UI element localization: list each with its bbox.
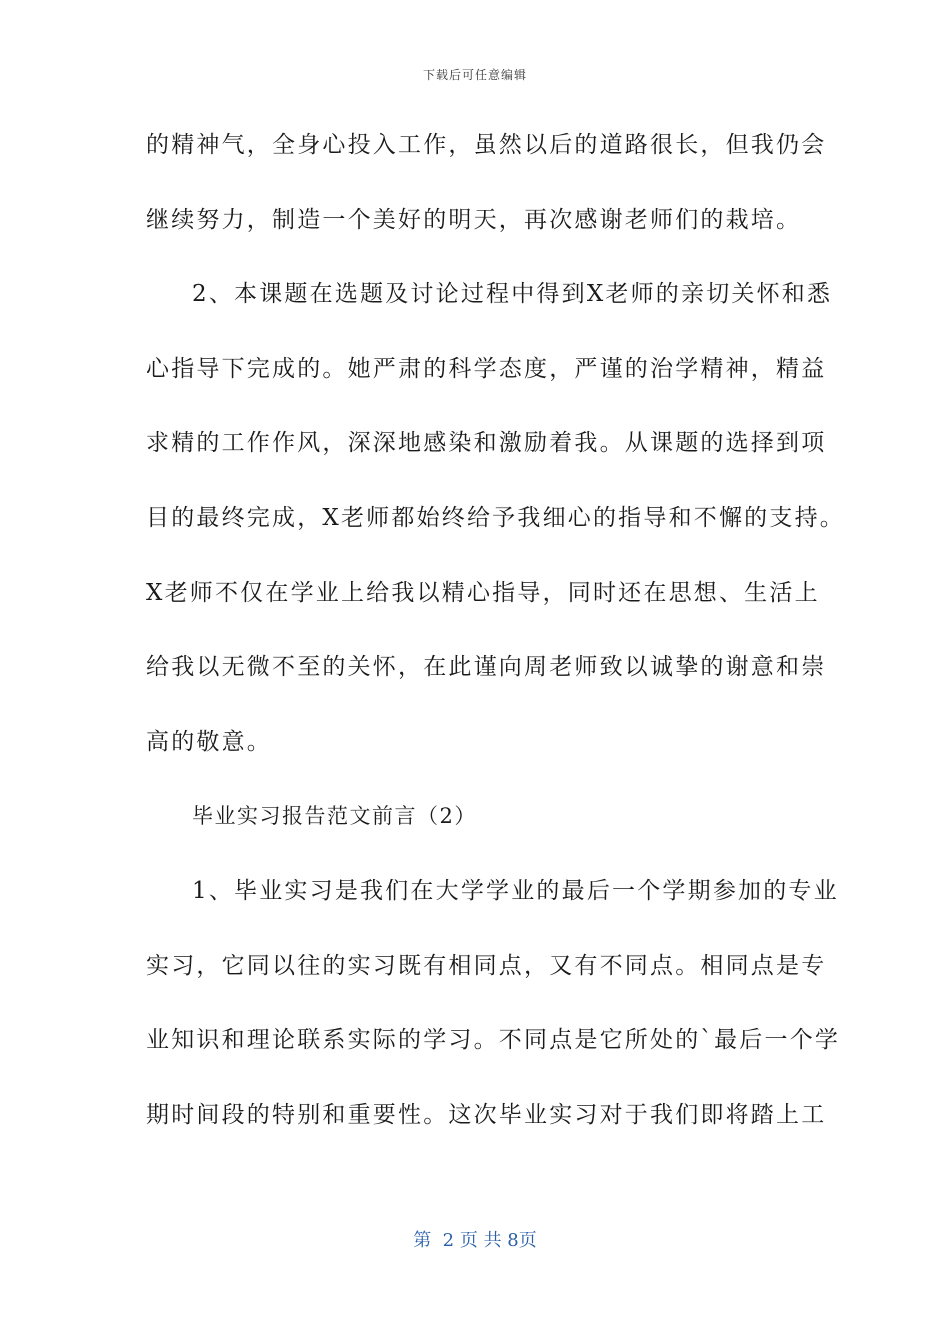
paragraph-line: 继续努力，制造一个美好的明天，再次感谢老师们的栽培。 [146,206,802,233]
paragraph-line: 2、本课题在选题及讨论过程中得到X老师的亲切关怀和悉 [192,281,833,308]
paragraph-line: 目的最终完成，X老师都始终给予我细心的指导和不懈的支持。 [146,504,845,531]
paragraph-line: 期时间段的特别和重要性。这次毕业实习对于我们即将踏上工 [146,1101,827,1128]
section-heading: 毕业实习报告范文前言（2） [192,804,477,829]
paragraph-line: 1、毕业实习是我们在大学学业的最后一个学期参加的专业 [192,877,839,904]
paragraph-line: 给我以无微不至的关怀，在此谨向周老师致以诚挚的谢意和崇 [146,654,827,681]
paragraph-line: 的精神气，全身心投入工作，虽然以后的道路很长，但我仍会 [146,132,827,158]
paragraph-line: 高的敬意。 [146,728,272,755]
paragraph-line: 心指导下完成的。她严肃的科学态度，严谨的治学精神，精益 [146,355,827,382]
paragraph-line: 业知识和理论联系实际的学习。不同点是它所处的`最后一个学 [146,1027,841,1054]
document-body [146,120,845,1164]
paragraph-line: 求精的工作作风，深深地感染和激励着我。从课题的选择到项 [146,430,827,457]
page-number: 第 2 页 共 8页 [413,1230,537,1251]
paragraph-line: 实习，它同以往的实习既有相同点，又有不同点。相同点是专 [146,952,827,979]
page-header: 下载后可任意编辑 [422,68,527,82]
paragraph-line: X老师不仅在学业上给我以精心指导，同时还在思想、生活上 [146,579,820,606]
